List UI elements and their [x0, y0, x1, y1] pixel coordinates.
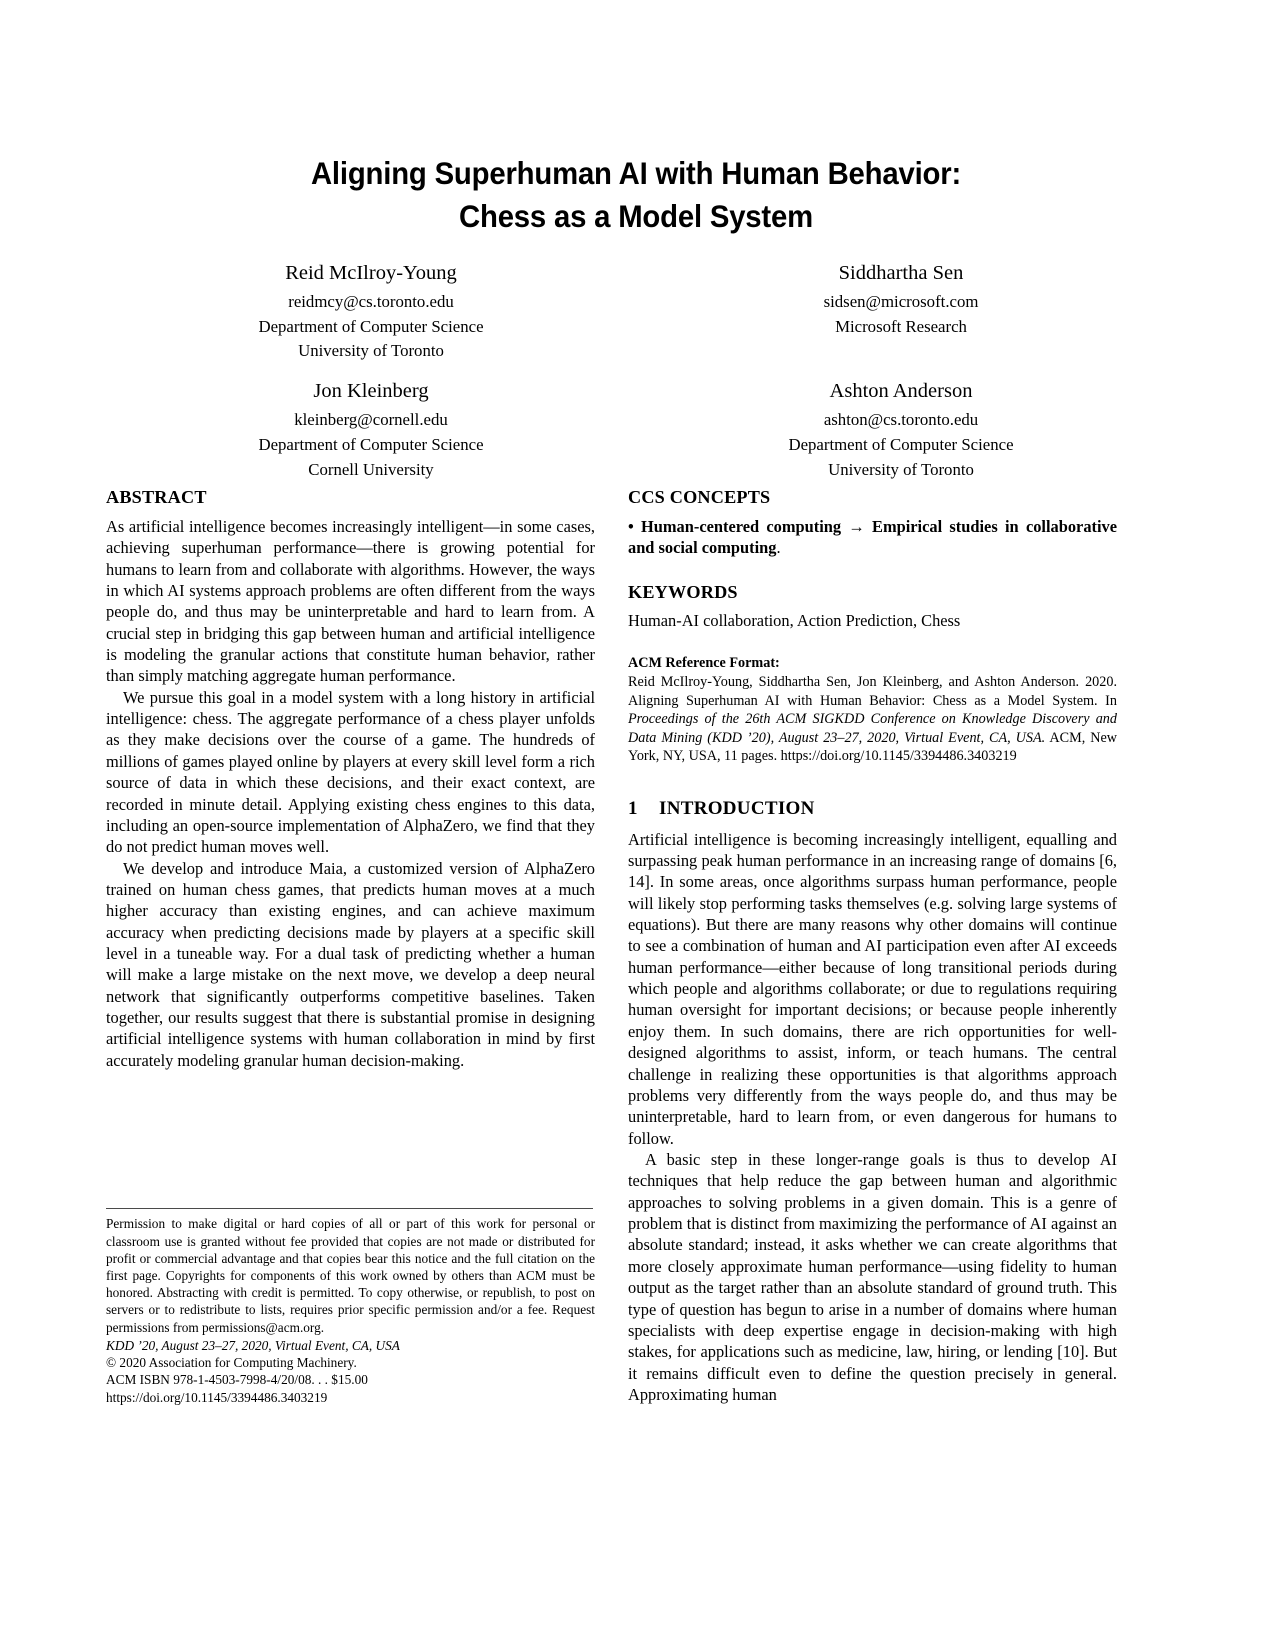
author-institution: University of Toronto [828, 459, 974, 479]
acm-reference-part1: Reid McIlroy-Young, Siddhartha Sen, Jon Kleinberg, and Ashton Anderson. 2020. Aligning Superhuman AI with Human Behavior: Chess as a Model System. In [628, 674, 1117, 709]
right-column [628, 487, 1117, 1405]
section-number: 1 [628, 797, 638, 819]
author-institution: Cornell University [308, 459, 434, 479]
title-line-2: Chess as a Model System [459, 198, 813, 235]
venue-line: KDD ’20, August 23–27, 2020, Virtual Event, CA, USA [106, 1337, 400, 1353]
copyright-footnote [106, 1208, 595, 1406]
author-email[interactable]: reidmcy@cs.toronto.edu [288, 291, 454, 311]
paper-title-block [106, 152, 1166, 239]
footnote-divider [106, 1208, 593, 1209]
abstract-heading: ABSTRACT [106, 487, 207, 507]
author-entry [106, 376, 636, 482]
author-block [106, 258, 1166, 495]
author-name: Reid McIlroy-Young [285, 262, 457, 284]
author-name: Ashton Anderson [829, 380, 973, 403]
ccs-concepts-text: • Human-centered computing → Empirical studies in collaborative and social computing [628, 516, 1117, 558]
author-email[interactable]: kleinberg@cornell.edu [294, 410, 448, 430]
abstract-paragraph: We develop and introduce Maia, a customized version of AlphaZero trained on human chess games, that predicts human moves at a much higher accuracy than existing engines, and can achieve maximum accuracy when predicting decisions made by players at a specific skill level in a tuneable way. For a dual task of predicting whether a human will make a large mistake on the next move, we develop a deep neural network that significantly outperforms competitive baselines. Taken together, our results suggest that there is substantial promise in designing artificial intelligence systems with human collaboration in mind by first accurately modeling granular human decision-making. [106, 858, 595, 1070]
author-entry [636, 376, 1166, 482]
keywords-list: Human-AI collaboration, Action Prediction, Chess [628, 611, 961, 631]
author-email[interactable]: sidsen@microsoft.com [823, 291, 979, 311]
introduction-heading [628, 797, 1117, 822]
keywords-heading: KEYWORDS [628, 581, 738, 602]
author-department: Microsoft Research [835, 316, 967, 336]
permission-statement: Permission to make digital or hard copies of all or part of this work for personal or classroom use is granted without fee provided that copies are not made or distributed for profit or commercial advantage and that copies bear this notice and the full citation on the first page. Copyrights for components of this work owned by others than ACM must be honored. Abstracting with credit is permitted. To copy otherwise, or republish, to post on servers or to redistribute to lists, requires prior specific permission and/or a fee. Request permissions from permissions@acm.org. [106, 1216, 595, 1335]
ccs-concepts-heading: CCS CONCEPTS [628, 487, 771, 507]
author-department: Department of Computer Science [258, 434, 484, 454]
acm-reference-heading: ACM Reference Format: [628, 654, 780, 671]
author-institution: University of Toronto [298, 341, 444, 361]
author-entry [106, 258, 636, 364]
acm-reference-proceedings: Proceedings of the 26th ACM SIGKDD Conference on Knowledge Discovery and Data Mining (KDD ’20), August 23–27, 2020, Virtual Event, CA, USA. [628, 711, 1117, 746]
ccs-concepts-item [628, 516, 1117, 559]
author-email[interactable]: ashton@cs.toronto.edu [823, 410, 979, 430]
isbn-line: ACM ISBN 978-1-4503-7998-4/20/08. . . $15.00 [106, 1372, 368, 1388]
doi-link[interactable]: https://doi.org/10.1145/3394486.3403219 [106, 1389, 328, 1405]
author-name: Siddhartha Sen [838, 262, 964, 284]
author-department: Department of Computer Science [788, 434, 1014, 454]
author-entry [636, 258, 1166, 364]
acm-reference-format [628, 654, 1117, 766]
ccs-concepts-period: . [776, 538, 781, 558]
abstract-paragraph: As artificial intelligence becomes increasingly intelligent—in some cases, achieving superhuman performance—there is growing potential for humans to learn from and collaborate with algorithms. However, the ways in which AI systems approach problems are often different from the ways people do, and thus may be uninterpretable and hard to learn from. A crucial step in bridging this gap between human and artificial intelligence is modeling the granular actions that constitute human behavior, rather than simply matching aggregate human performance. [106, 516, 595, 686]
left-column [106, 487, 595, 1071]
author-name: Jon Kleinberg [313, 380, 429, 403]
abstract-paragraph: We pursue this goal in a model system with a long history in artificial intelligence: chess. The aggregate performance of a chess player unfolds as they make decisions over the course of a game. The hundreds of millions of games played online by players at every skill level form a rich source of data in which these decisions, and their exact context, are recorded in minute detail. Applying existing chess engines to this data, including an open-source implementation of AlphaZero, we find that they do not predict human moves well. [106, 687, 595, 857]
page-title [143, 152, 1129, 239]
introduction-paragraph: A basic step in these longer-range goals is thus to develop AI techniques that help reduce the gap between human and algorithmic approaches to solving problems in a given domain. This is a genre of problem that is distinct from maximizing the performance of AI against an absolute standard; instead, it asks whether we can create algorithms that more closely approximate human performance—using fidelity to human output as the target rather than an absolute standard of ground truth. This type of question has begun to arise in a number of domains where human specialists with deep expertise engage in decision-making with high stakes, for applications such as medicine, law, hiring, or lending [10]. But it remains difficult even to define the question precisely in general. Approximating human [628, 1149, 1117, 1404]
introduction-paragraph: Artificial intelligence is becoming increasingly intelligent, equalling and surpassing peak human performance in an increasing range of domains [6, 14]. In some areas, once algorithms surpass human performance, people will likely stop performing tasks themselves (e.g. solving large systems of equations). But there are many reasons why other domains will continue to see a combination of human and AI participation even after AI exceeds human performance—either because of long transitional periods during which people and algorithms collaborate; or due to regulations requiring human oversight for important decisions; or because people inherently enjoy them. In such domains, there are rich opportunities for well-designed algorithms to assist, inform, or teach humans. The central challenge in realizing these opportunities is that algorithms approach problems very differently from the ways people do, and thus may be uninterpretable, hard to learn from, or even dangerous for humans to follow. [628, 829, 1117, 1148]
acm-reference-part2: ACM, New York, NY, USA, 11 pages. https://doi.org/10.1145/3394486.3403219 [628, 729, 1117, 765]
title-line-1: Aligning Superhuman AI with Human Behavior: [310, 155, 962, 191]
section-title: INTRODUCTION [659, 797, 815, 819]
author-department: Department of Computer Science [258, 316, 484, 336]
copyright-line: © 2020 Association for Computing Machinery. [106, 1355, 357, 1371]
